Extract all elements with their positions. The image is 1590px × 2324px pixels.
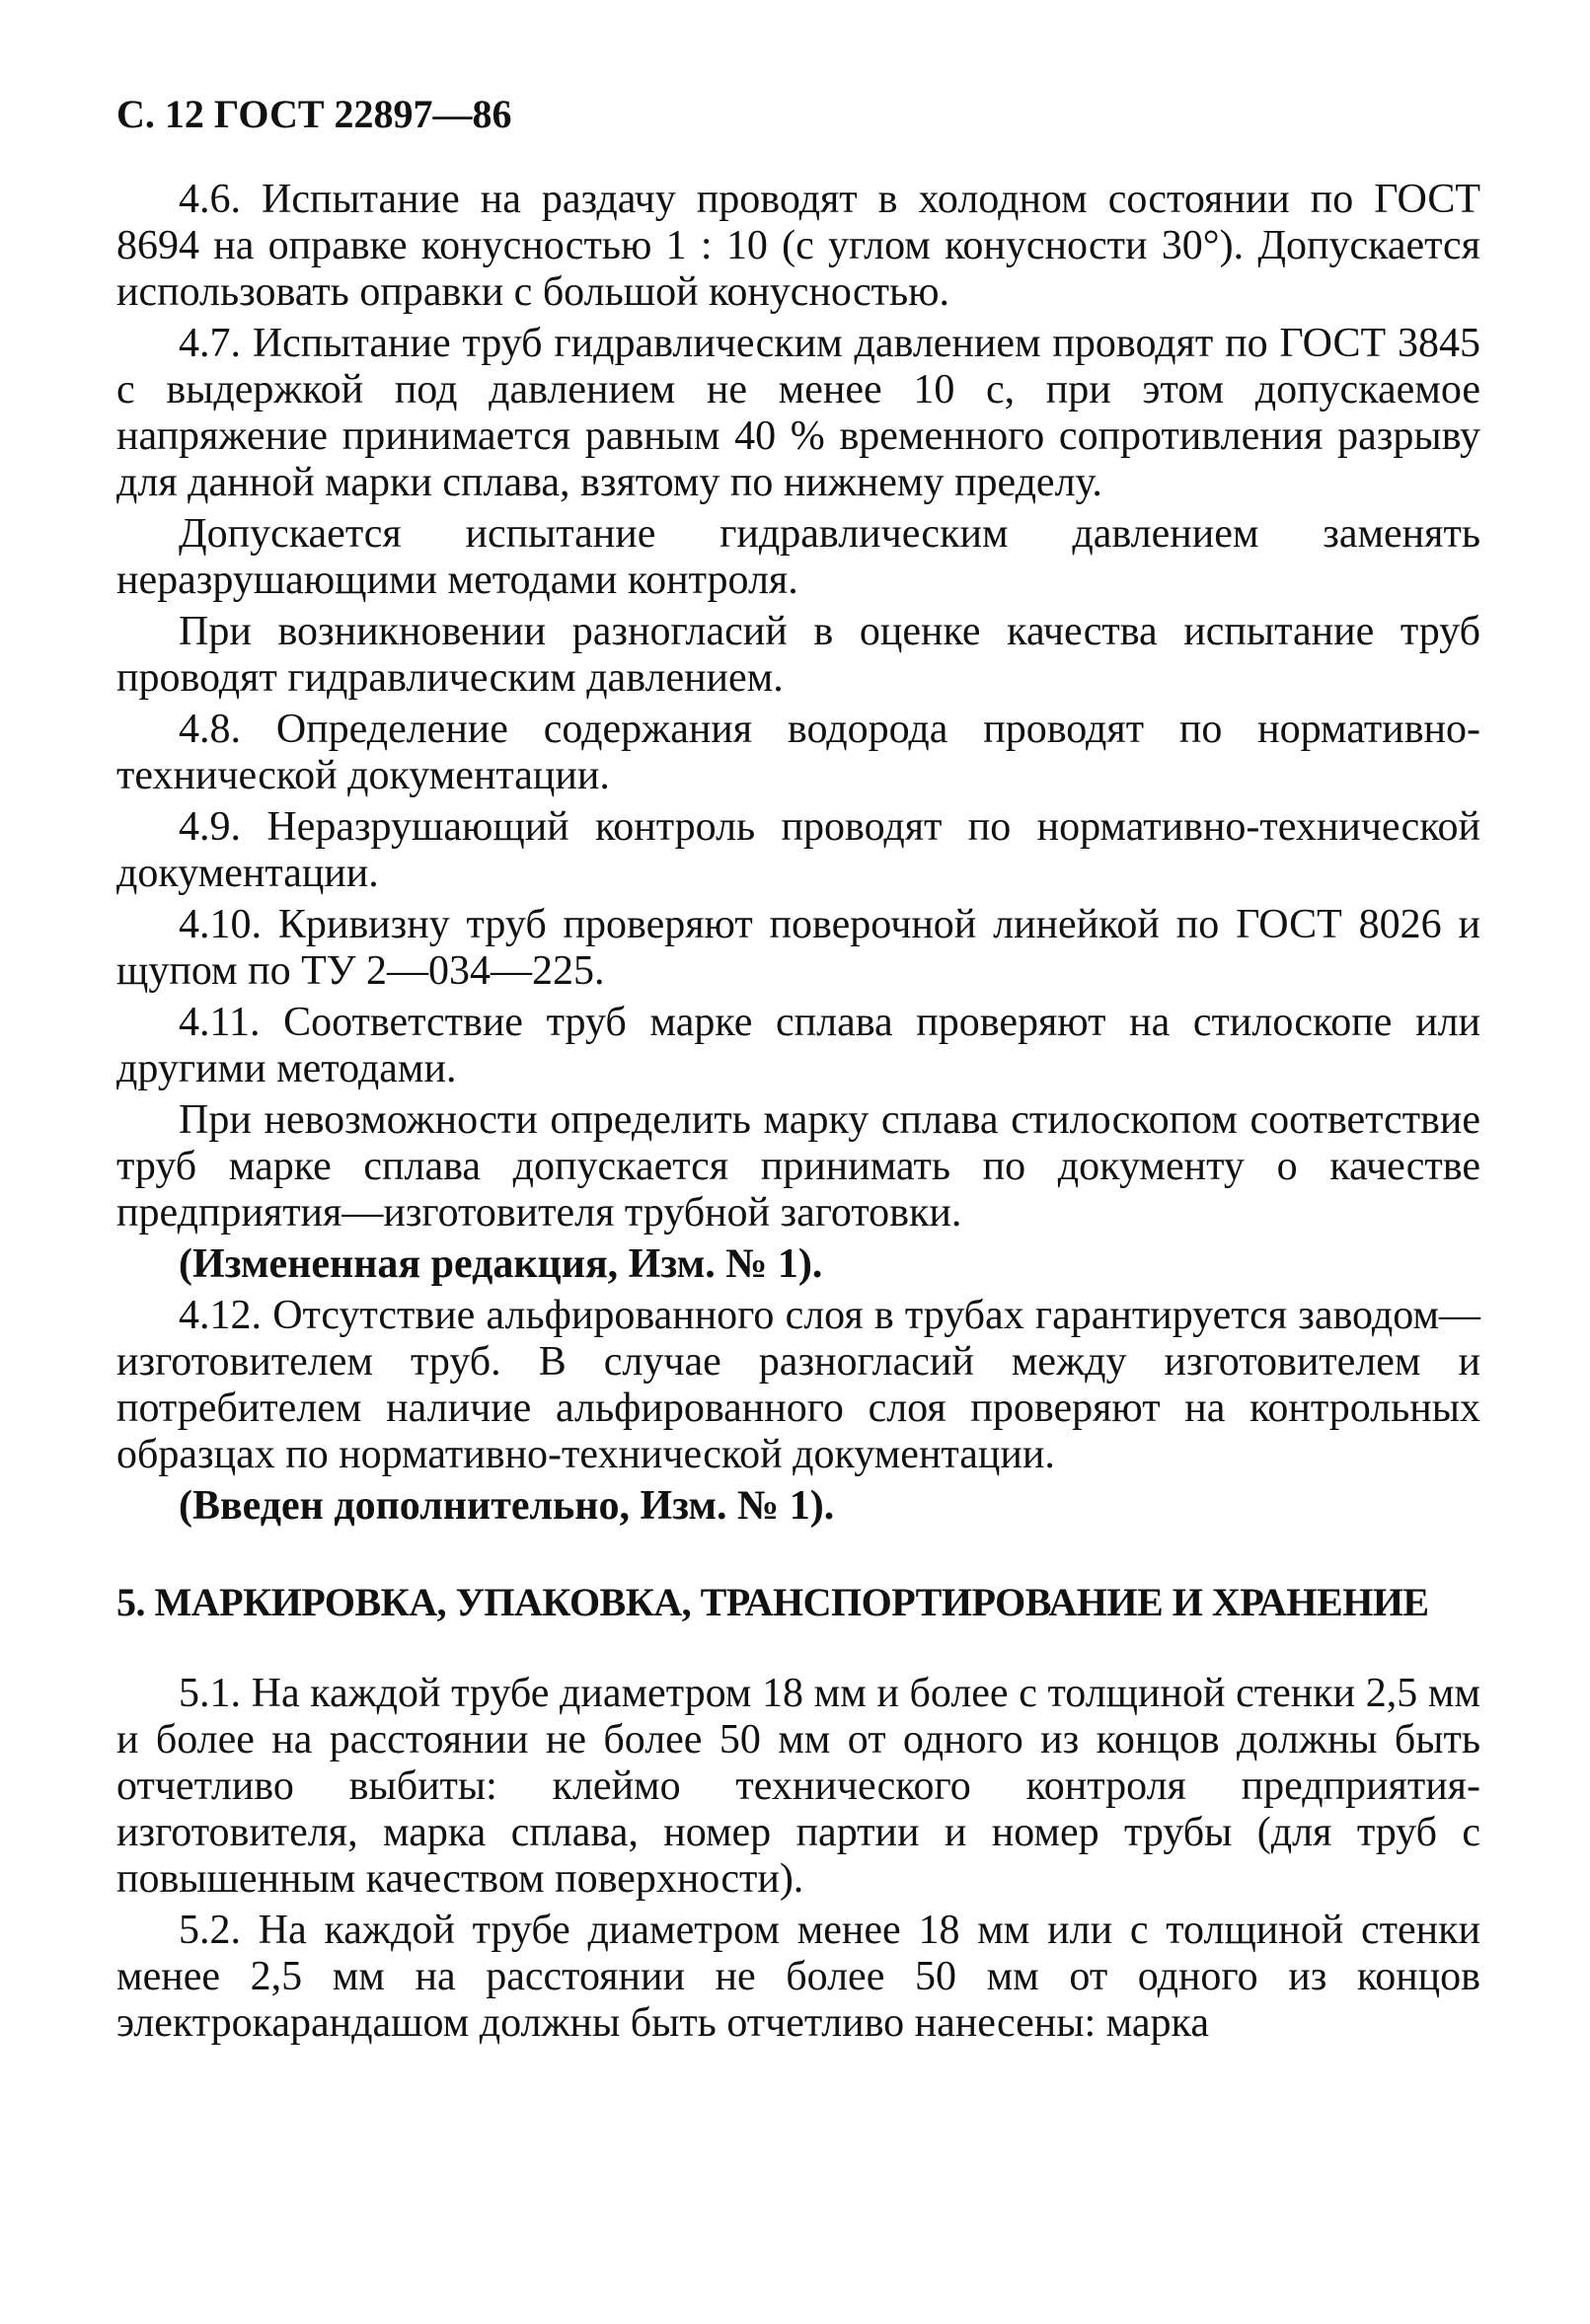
amendment-note-changed: (Измененная редакция, Изм. № 1). bbox=[179, 1241, 823, 1287]
paragraph-4-7-permission: Допускается испытание гидравлическим давлением заменять неразрушающими методами контроля. bbox=[116, 511, 1480, 603]
paragraph-4-12: 4.12. Отсутствие альфированного слоя в трубах гарантируется заводом—изготовителем труб. В случае разногласий между изготовителем и потребителем наличие альфированного слоя проверяют на контрольных образцах по нормативно-технической документации. bbox=[116, 1293, 1480, 1477]
paragraph-4-7-dispute: При возникновении разногласий в оценке качества испытание труб проводят гидравлическим давлением. bbox=[116, 609, 1480, 701]
paragraph-5-2: 5.2. На каждой трубе диаметром менее 18 мм или с толщиной стенки менее 2,5 мм на расстоянии не более 50 мм от одного из концов электрокарандашом должны быть отчетливо нанесены: марка bbox=[116, 1908, 1480, 2046]
paragraph-4-6: 4.6. Испытание на раздачу проводят в холодном состоянии по ГОСТ 8694 на оправке конусностью 1 : 10 (с углом конусности 30°). Допускается использовать оправки с большой конусностью. bbox=[116, 177, 1480, 315]
paragraph-4-11-stiloscope: При невозможности определить марку сплава стилоскопом соответствие труб марке сплава допускается принимать по документу о качестве предприятия—изготовителя трубной заготовки. bbox=[116, 1097, 1480, 1236]
paragraph-4-11: 4.11. Соответствие труб марке сплава проверяют на стилоскопе или другими методами. bbox=[116, 1000, 1480, 1091]
paragraph-4-7: 4.7. Испытание труб гидравлическим давлением проводят по ГОСТ 3845 с выдержкой под давлением не менее 10 с, при этом допускаемое напряжение принимается равным 40 % временного сопротивления разрыву для данной марки сплава, взятому по нижнему пределу. bbox=[116, 321, 1480, 505]
section-5-title: 5. МАРКИРОВКА, УПАКОВКА, ТРАНСПОРТИРОВАНИЕ И ХРАНЕНИЕ bbox=[116, 1580, 1429, 1624]
amendment-note-added: (Введен дополнительно, Изм. № 1). bbox=[179, 1483, 835, 1529]
paragraph-4-8: 4.8. Определение содержания водорода проводят по нормативно-технической документации. bbox=[116, 707, 1480, 798]
paragraph-4-9: 4.9. Неразрушающий контроль проводят по нормативно-технической документации. bbox=[116, 804, 1480, 896]
paragraph-4-10: 4.10. Кривизну труб проверяют поверочной линейкой по ГОСТ 8026 и щупом по ТУ 2—034—225. bbox=[116, 902, 1480, 994]
page-header: С. 12 ГОСТ 22897—86 bbox=[116, 92, 512, 136]
document-page bbox=[116, 91, 1480, 2052]
paragraph-5-1: 5.1. На каждой трубе диаметром 18 мм и более с толщиной стенки 2,5 мм и более на расстоянии не более 50 мм от одного из концов должны быть отчетливо выбиты: клеймо технического контроля предприятия-изготовителя, марка сплава, номер партии и номер трубы (для труб с повышенным качеством поверхности). bbox=[116, 1671, 1480, 1902]
